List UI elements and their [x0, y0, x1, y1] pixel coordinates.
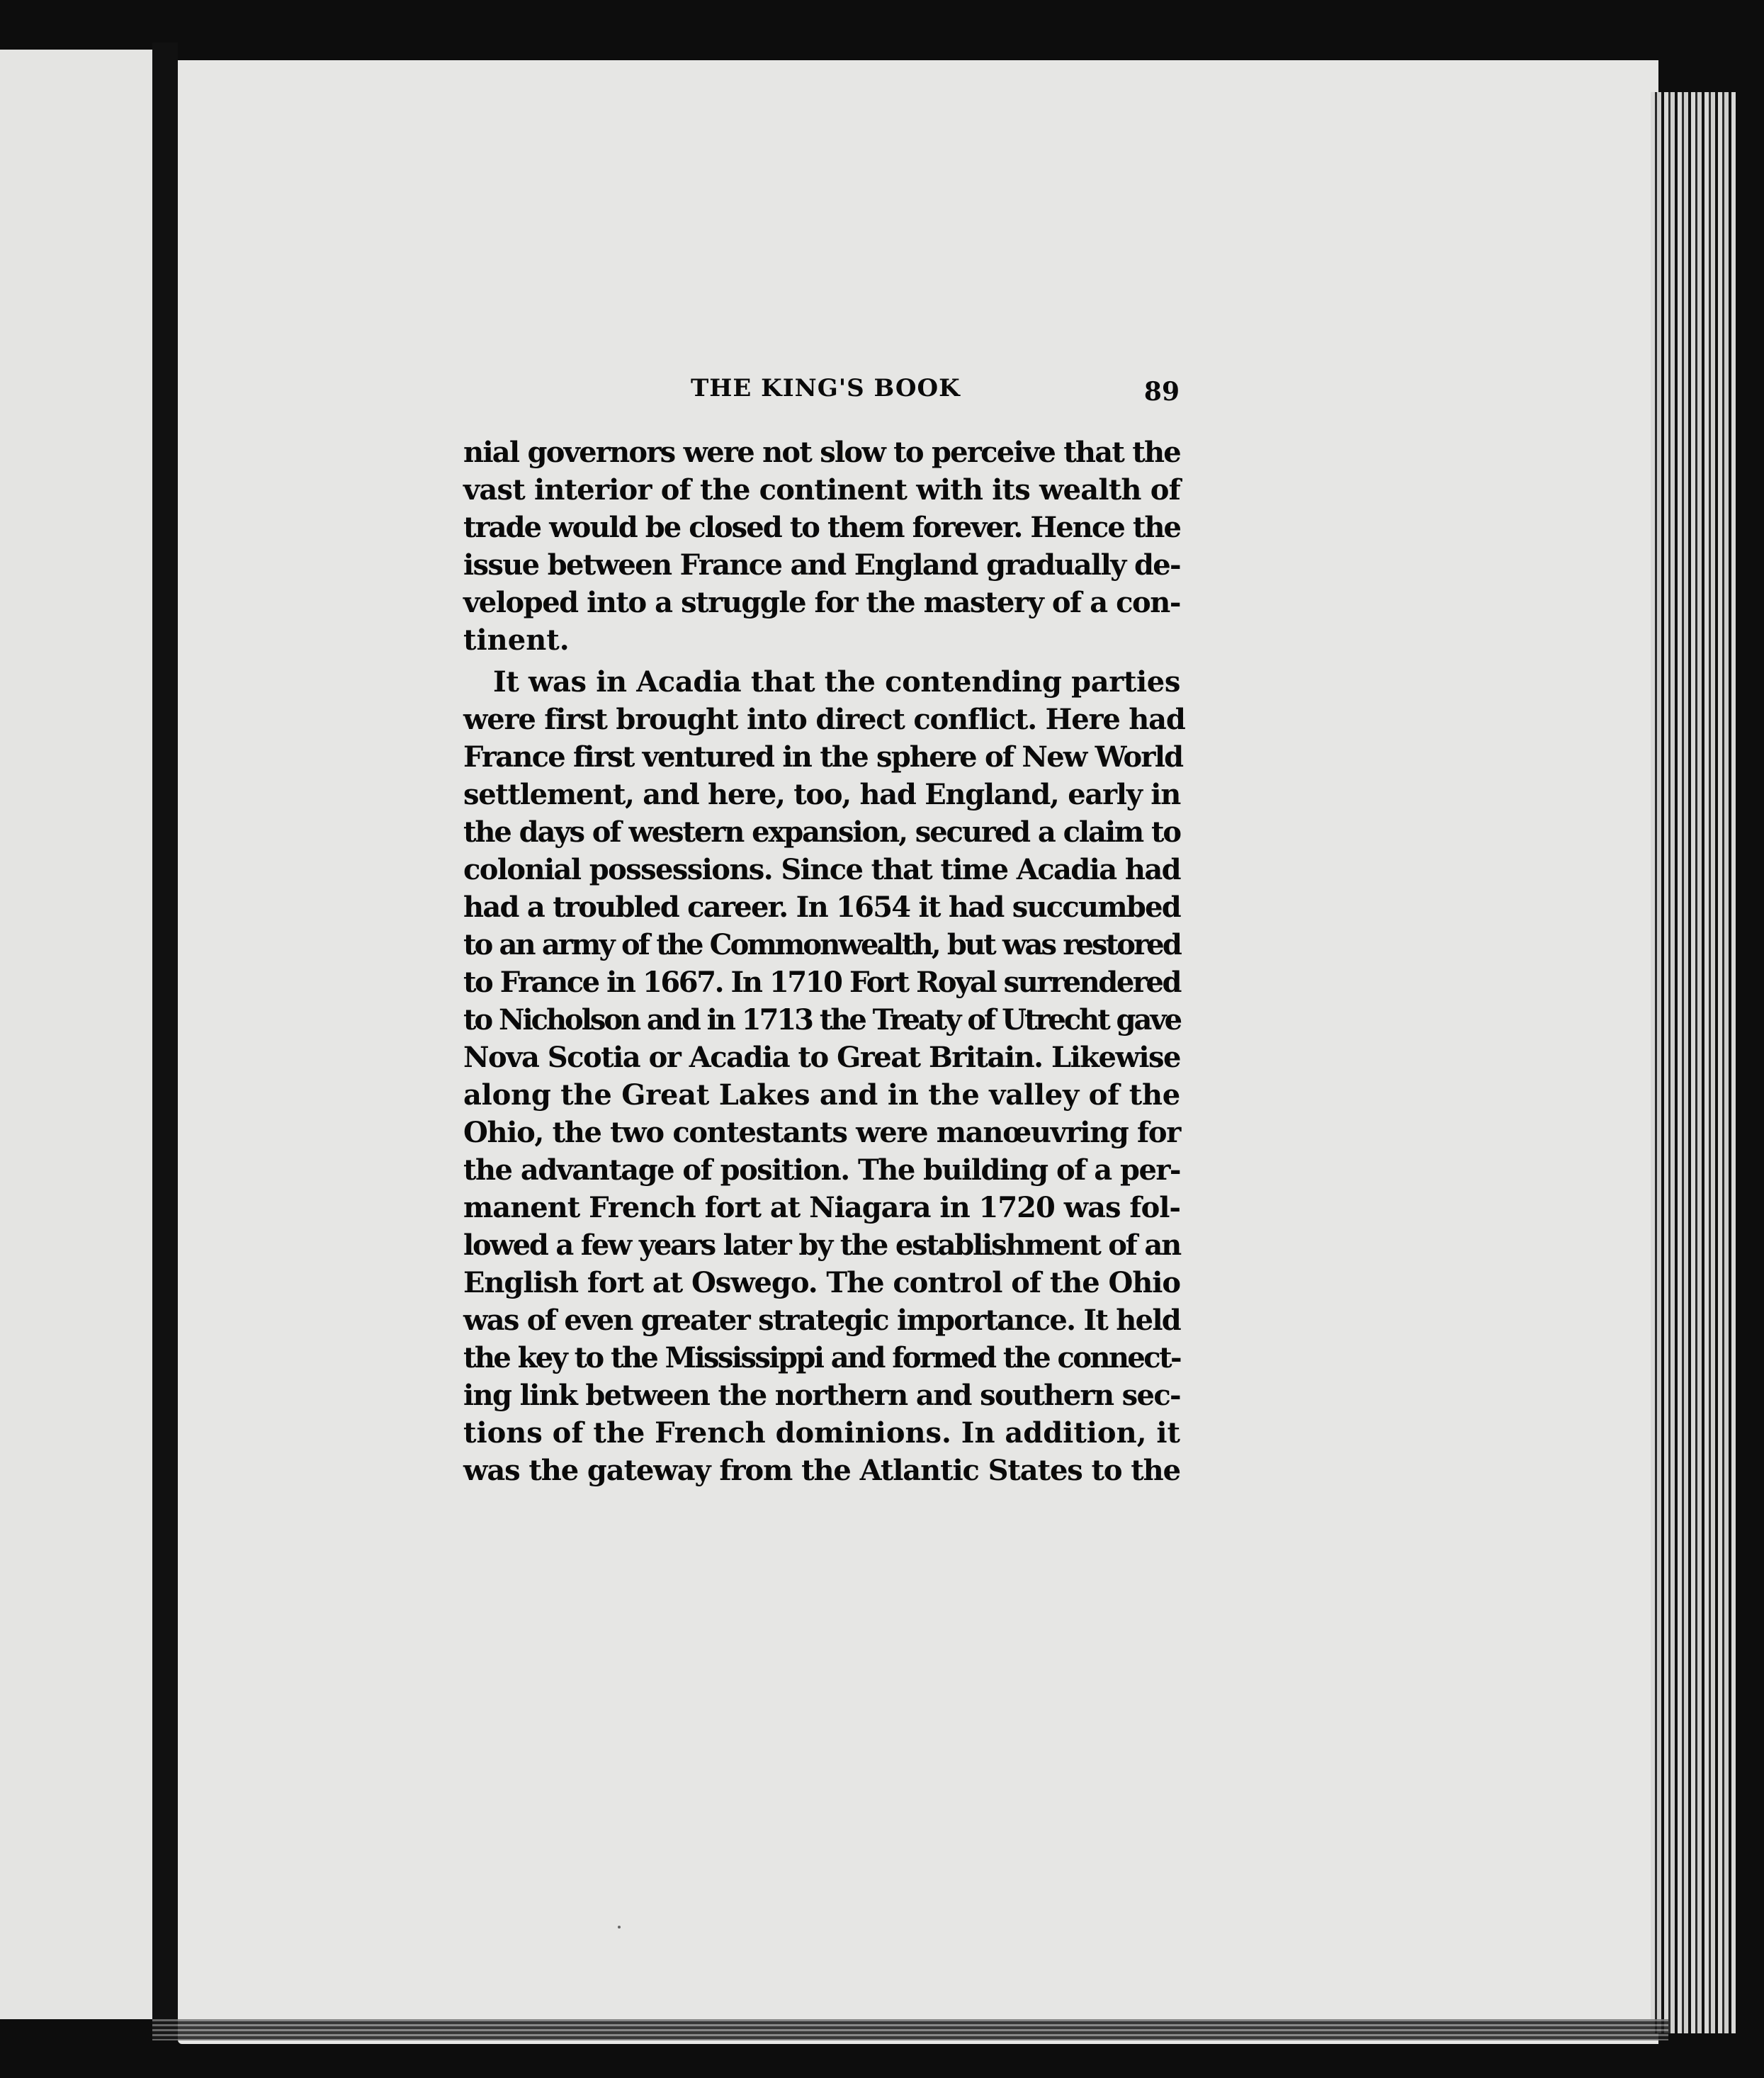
text-line: lowed a few years later by the establishment of an [463, 1229, 1180, 1262]
text-line: the days of western expansion, secured a claim to [463, 815, 1181, 849]
page-stack-edges [1651, 92, 1736, 2033]
facing-page-edge [0, 50, 152, 2019]
text-line: tinent. [463, 623, 570, 657]
text-line: to France in 1667. In 1710 Fort Royal surrendered [463, 966, 1180, 999]
running-title: THE KING'S BOOK [691, 374, 961, 402]
body-text [463, 434, 1185, 1489]
text-line: had a troubled career. In 1654 it had succumbed [463, 891, 1180, 924]
text-line: English fort at Oswego. The control of the Ohio [463, 1266, 1181, 1299]
text-line: to Nicholson and in 1713 the Treaty of Utrecht gave [463, 1003, 1180, 1037]
book-gutter [152, 43, 178, 2026]
text-line: ing link between the northern and southern sec- [463, 1379, 1180, 1412]
text-line: Ohio, the two contestants were manœuvring for [463, 1116, 1180, 1149]
text-line: Nova Scotia or Acadia to Great Britain. Likewise [463, 1041, 1181, 1074]
text-line: It was in Acadia that the contending parties [493, 665, 1181, 699]
text-line: the key to the Mississippi and formed the connect- [463, 1341, 1180, 1374]
page-bottom-edge [152, 2019, 1668, 2040]
text-line: vast interior of the continent with its wealth of [463, 473, 1180, 507]
text-line: was the gateway from the Atlantic States to the [463, 1454, 1181, 1487]
text-line: was of even greater strategic importance. It held [463, 1304, 1180, 1337]
page-header [464, 371, 1180, 414]
text-line: France first ventured in the sphere of New World [463, 740, 1183, 774]
text-line: were first brought into direct conflict. Here had [463, 703, 1185, 736]
text-line: veloped into a struggle for the mastery of a con- [463, 586, 1180, 619]
text-line: along the Great Lakes and in the valley of the [463, 1078, 1180, 1112]
text-line: nial governors were not slow to perceive that the [463, 436, 1180, 469]
text-line: trade would be closed to them forever. Hence the [463, 511, 1180, 544]
text-line: to an army of the Commonwealth, but was restored [463, 928, 1180, 961]
text-line: colonial possessions. Since that time Acadia had [463, 853, 1180, 886]
text-line: manent French fort at Niagara in 1720 was fol- [463, 1191, 1180, 1224]
text-line: tions of the French dominions. In addition, it [463, 1416, 1181, 1450]
page-number: 89 [1143, 377, 1180, 407]
text-line: the advantage of position. The building of a per- [463, 1153, 1180, 1187]
text-line: issue between France and England gradually de- [463, 548, 1180, 582]
page-speck [618, 1926, 621, 1929]
text-line: settlement, and here, too, had England, early in [463, 778, 1180, 811]
